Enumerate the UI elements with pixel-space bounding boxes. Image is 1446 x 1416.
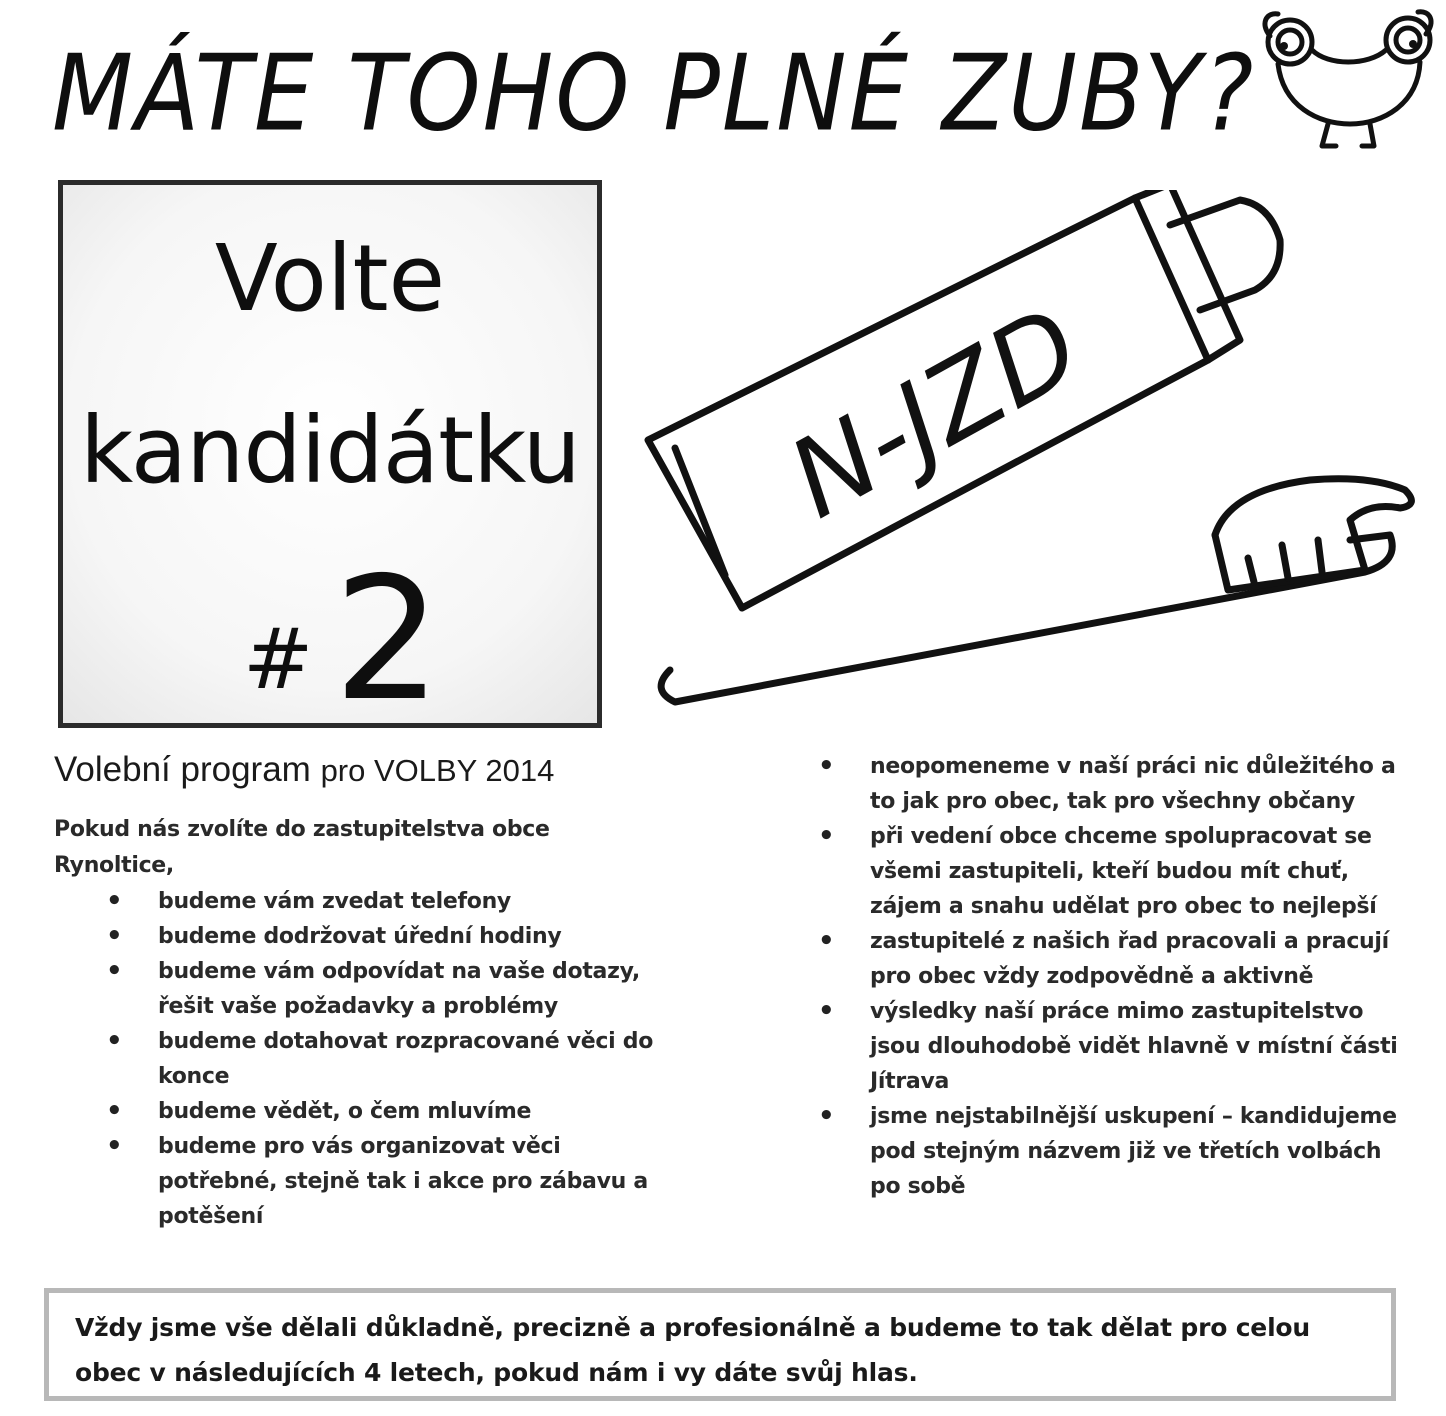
list-item: • neopomeneme v naší práci nic důležitého a to jak pro obec, tak pro všechny občany xyxy=(870,749,1410,819)
list-item: • zastupitelé z našich řad pracovali a pracují pro obec vždy zodpovědně a aktivně xyxy=(870,924,1410,994)
program-list-left xyxy=(158,884,678,1234)
sheep-mascot-icon xyxy=(1258,6,1438,156)
program-list-right xyxy=(870,749,1410,1204)
headline: MÁTE TOHO PLNÉ ZUBY? xyxy=(52,33,1256,156)
list-item: • budeme vám zvedat telefony xyxy=(158,884,678,919)
vote-box-line1: Volte xyxy=(214,225,446,332)
list-item: • budeme dotahovat rozpracované věci do konce xyxy=(158,1024,678,1094)
candidate-number xyxy=(243,541,442,739)
list-item: • budeme vědět, o čem mluvíme xyxy=(158,1094,678,1129)
list-item: • budeme dodržovat úřední hodiny xyxy=(158,919,678,954)
number-value: 2 xyxy=(333,541,442,739)
vote-box xyxy=(58,180,602,739)
list-item: • budeme vám odpovídat na vaše dotazy, řešit vaše požadavky a problémy xyxy=(158,954,678,1024)
footer-box xyxy=(44,1288,1396,1401)
footer-statement: Vždy jsme vše dělali důkladně, precizně a profesionálně a budeme to tak dělat pro celou obec v následujících 4 letech, pokud nám i vy dáte svůj hlas. xyxy=(75,1313,1311,1387)
list-item: • jsme nejstabilnější uskupení – kandidujeme pod stejným názvem již ve třetích volbách po sobě xyxy=(870,1099,1410,1204)
program-title-main: Volební program xyxy=(54,750,311,789)
list-item: • při vedení obce chceme spolupracovat se všemi zastupiteli, kteří budou mít chuť, zájem a snahu udělat pro obec to nejlepší xyxy=(870,819,1410,924)
toothpaste-toothbrush-icon xyxy=(630,190,1420,720)
list-item: • budeme pro vás organizovat věci potřebné, stejně tak i akce pro zábavu a potěšení xyxy=(158,1129,678,1234)
program-intro: Pokud nás zvolíte do zastupitelstva obce Rynoltice, xyxy=(54,817,550,878)
program-title xyxy=(54,750,554,790)
program-title-sub: pro VOLBY 2014 xyxy=(320,753,555,788)
vote-box-line2: kandidátku xyxy=(80,397,580,504)
hash-sign: # xyxy=(243,610,314,708)
list-item: • výsledky naší práce mimo zastupitelstvo jsou dlouhodobě vidět hlavně v místní části Jítrava xyxy=(870,994,1410,1099)
tube-label: N-JZD xyxy=(770,283,1101,543)
